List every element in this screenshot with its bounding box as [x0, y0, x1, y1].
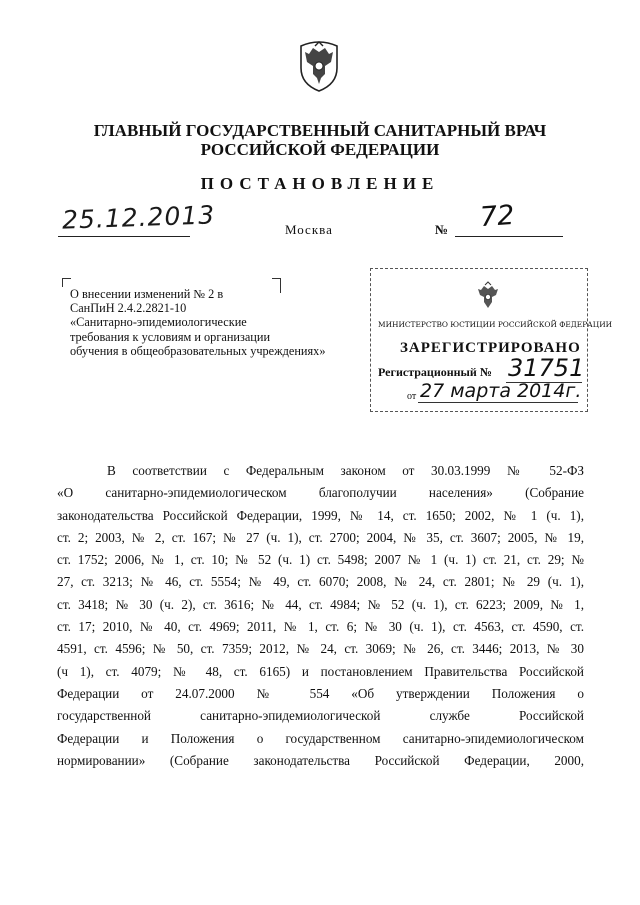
subject-line: требования к условиям и организации: [70, 329, 271, 344]
body-line: Федерации и Положения о государственном санитарно-эпидемиологическом: [57, 730, 584, 746]
body-line: ст. 17; 2010, № 40, ст. 4969; 2011, № 1, ст. 6; № 30 (ч. 1), ст. 4563, ст. 4590, ст.: [57, 619, 584, 635]
stamp-coat-of-arms-icon: [473, 281, 503, 313]
body-line: Федерации от 24.07.2000 № 554 «Об утверждении Положения о: [57, 685, 584, 701]
coat-of-arms-icon: [295, 38, 343, 92]
subject-bracket-left: [62, 278, 71, 287]
decree-body: [57, 460, 584, 772]
subject-line: СанПиН 2.4.2.2821-10: [70, 301, 187, 316]
body-line: нормировании» (Собрание законодательства Российской Федерации, 2000,: [57, 752, 584, 768]
stamp-date-underline: [418, 402, 578, 403]
handwritten-number: 72: [478, 199, 516, 234]
decree-subject: [70, 287, 370, 358]
date-underline: [58, 236, 190, 237]
body-line: ст. 2; 2003, № 2, ст. 167; № 27 (ч. 1), ст. 2700; 2004, № 35, ст. 3607; 2005, № 19,: [57, 529, 584, 545]
issuing-authority: [0, 121, 640, 159]
stamp-registered: ЗАРЕГИСТРИРОВАНО: [400, 340, 581, 356]
subject-line: обучения в общеобразовательных учреждениях»: [70, 343, 326, 358]
body-line: (ч 1), ст. 4079; № 48, ст. 6165) и постановлением Правительства Российской: [57, 663, 584, 679]
body-line: законодательства Российской Федерации, 1999, № 14, ст. 1650; 2002, № 1 (ч. 1),: [57, 507, 584, 523]
stamp-date-handwritten: 27 марта 2014г.: [420, 380, 582, 402]
body-line: ст. 1752; 2006, № 1, ст. 10; № 52 (ч. 1) ст. 5498; 2007 № 1 (ч. 1) ст. 21, ст. 29; №: [57, 552, 584, 568]
authority-line-2: РОССИЙСКОЙ ФЕДЕРАЦИИ: [200, 140, 440, 159]
subject-line: О внесении изменений № 2 в: [70, 287, 224, 301]
body-line: 4591, ст. 4596; № 50, ст. 7359; 2012, № 24, ст. 3069; № 26, ст. 3446; 2013, № 30: [57, 641, 584, 657]
stamp-organization: МИНИСТЕРСТВО ЮСТИЦИИ РОССИЙСКОЙ ФЕДЕРАЦИИ: [378, 320, 613, 329]
body-line: 27, ст. 3213; № 46, ст. 5554; № 49, ст. 6070; 2008, № 24, ст. 2801; № 29 (ч. 1),: [57, 574, 584, 590]
body-line: государственной санитарно-эпидемиологической службе Российской: [57, 708, 584, 724]
handwritten-date: 25.12.2013: [61, 200, 216, 235]
subject-line: «Санитарно-эпидемиологические: [70, 315, 247, 330]
number-underline: [455, 236, 563, 237]
stamp-date-label: от: [407, 391, 417, 402]
body-line: «О санитарно-эпидемиологическом благополучии населения» (Собрание: [57, 485, 584, 501]
body-line: В соответствии с Федеральным законом от 30.03.1999 № 52-ФЗ: [107, 463, 584, 478]
number-sign: №: [435, 222, 449, 237]
body-line: ст. 3418; № 30 (ч. 2), ст. 3616; № 44, ст. 4984; № 52 (ч. 1), ст. 6223; 2009, № 1,: [57, 596, 584, 612]
city-label: Москва: [285, 222, 333, 237]
stamp-regnum-handwritten: 31751: [508, 354, 585, 382]
stamp-regnum-label: Регистрационный №: [378, 365, 492, 379]
authority-line-1: ГЛАВНЫЙ ГОСУДАРСТВЕННЫЙ САНИТАРНЫЙ ВРАЧ: [93, 121, 547, 140]
document-type-title: ПОСТАНОВЛЕНИЕ: [200, 174, 440, 193]
